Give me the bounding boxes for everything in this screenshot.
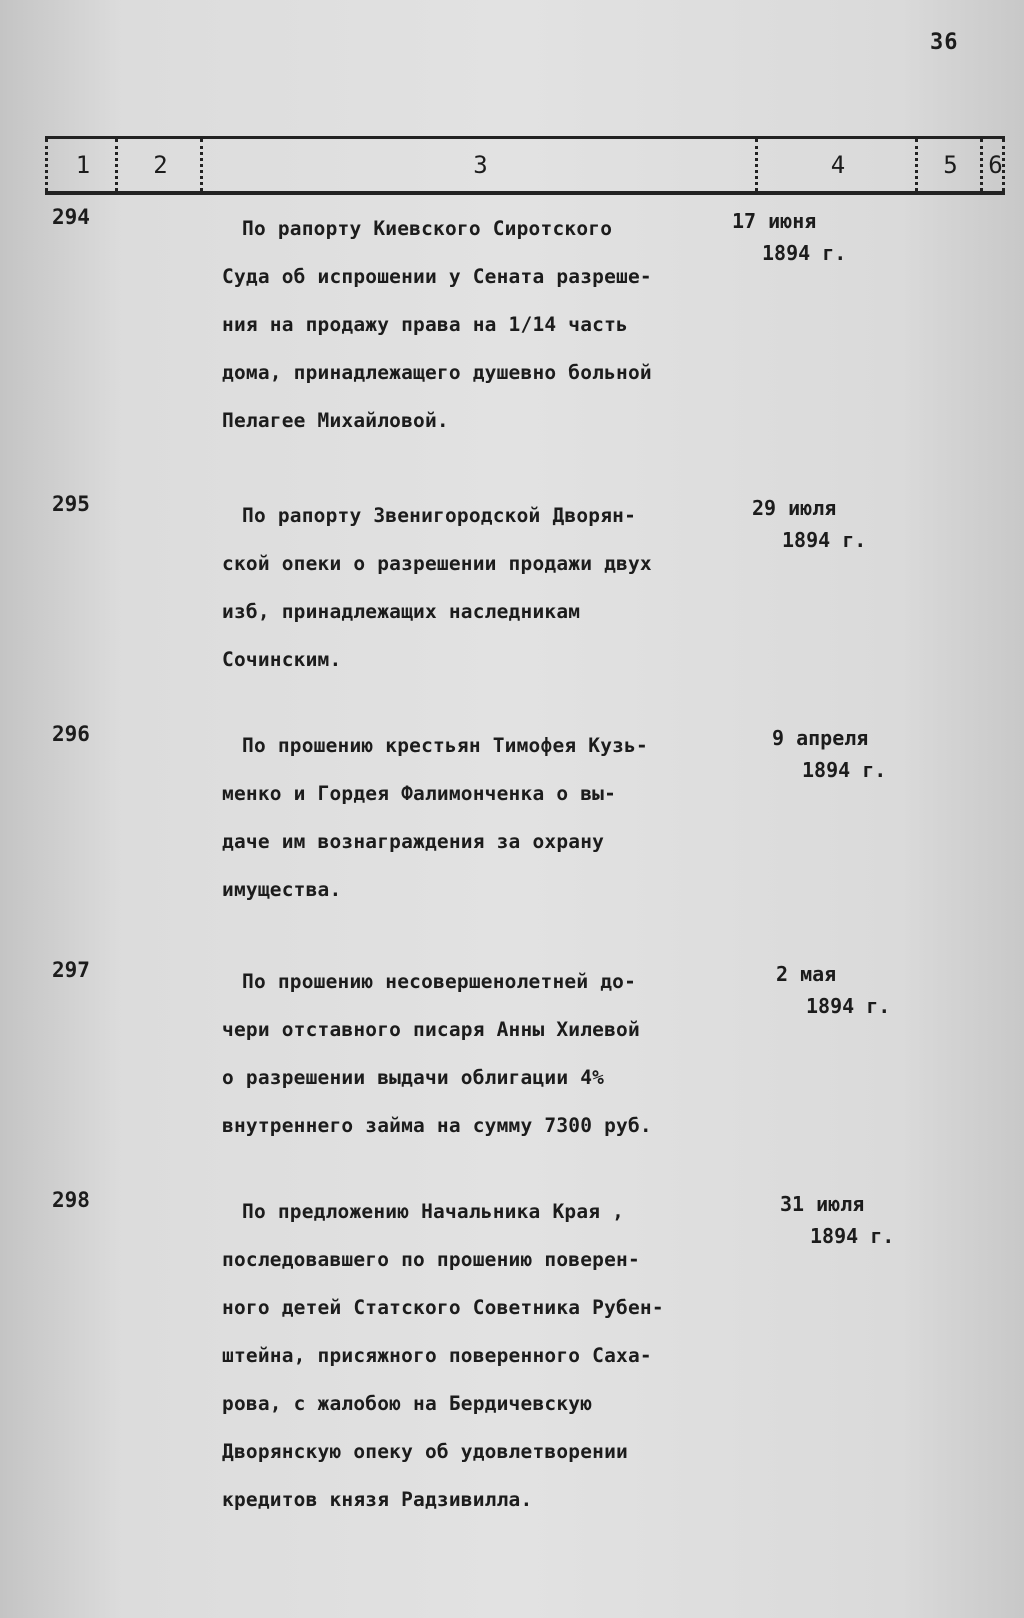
entry-date-year: 1894 г. [782,528,867,552]
entry-line: чери отставного писаря Анны Хилевой [222,1018,640,1041]
entry-date [772,722,972,786]
entry-number: 298 [52,1188,90,1212]
entry-description [222,205,767,445]
entry-line: ской опеки о разрешении продажи двух [222,552,652,575]
column-header-6: 6 [980,139,1008,191]
entry-line: последовавшего по прошению поверен- [222,1248,640,1271]
column-header-3: 3 [200,139,758,191]
column-header-5: 5 [915,139,983,191]
entry-date [732,205,932,269]
entry-date-day: 29 июля [752,496,837,520]
entry-number: 295 [52,492,90,516]
entry-description [222,722,767,914]
column-header-2: 2 [115,139,203,191]
page-number: 36 [930,30,959,55]
entry-line: По рапорту Звенигородской Дворян- [242,504,637,527]
entry-date-day: 31 июля [780,1192,865,1216]
entry-line: ного детей Статского Советника Рубен- [222,1296,664,1319]
entry-line: Суда об испрошении у Сената разреше- [222,265,652,288]
entry-date-year: 1894 г. [806,994,891,1018]
entry-number: 296 [52,722,90,746]
entry-line: менко и Гордея Фалимонченка о вы- [222,782,617,805]
entry-line: ния на продажу права на 1/14 часть [222,313,628,336]
entry-date-year: 1894 г. [762,241,847,265]
entry-line: рова, с жалобою на Бердичевскую [222,1392,593,1415]
column-header-row [45,136,1005,195]
entry-line: По прошению несовершенолетней до- [242,970,637,993]
entry-description [222,958,767,1150]
entry-line: Дворянскую опеку об удовлетворении [222,1440,628,1463]
entry-line: По рапорту Киевского Сиротского [242,217,613,240]
entry-line: даче им вознаграждения за охрану [222,830,605,853]
entry-date [752,492,952,556]
entry-description [222,492,767,684]
entry-date-year: 1894 г. [810,1224,895,1248]
column-header-1: 1 [45,139,118,191]
entry-line: Пелагее Михайловой. [222,409,449,432]
entry-date [776,958,976,1022]
entry-line: дома, принадлежащего душевно больной [222,361,652,384]
entry-line: кредитов князя Радзивилла. [222,1488,533,1511]
column-header-4: 4 [755,139,918,191]
entry-number: 297 [52,958,90,982]
entry-line: о разрешении выдачи облигации 4% [222,1066,605,1089]
entry-line: По предложению Начальника Края , [242,1200,625,1223]
entry-number: 294 [52,205,90,229]
entry-description [222,1188,767,1524]
entry-line: изб, принадлежащих наследникам [222,600,581,623]
entry-date-day: 9 апреля [772,726,869,750]
entry-line: штейна, присяжного поверенного Саха- [222,1344,652,1367]
entry-line: По прошению крестьян Тимофея Кузь- [242,734,648,757]
entry-date-year: 1894 г. [802,758,887,782]
entry-line: внутреннего займа на сумму 7300 руб. [222,1114,652,1137]
entry-date-day: 17 июня [732,209,817,233]
entry-line: имущества. [222,878,342,901]
entry-date-day: 2 мая [776,962,837,986]
entry-date [780,1188,980,1252]
entry-line: Сочинским. [222,648,342,671]
